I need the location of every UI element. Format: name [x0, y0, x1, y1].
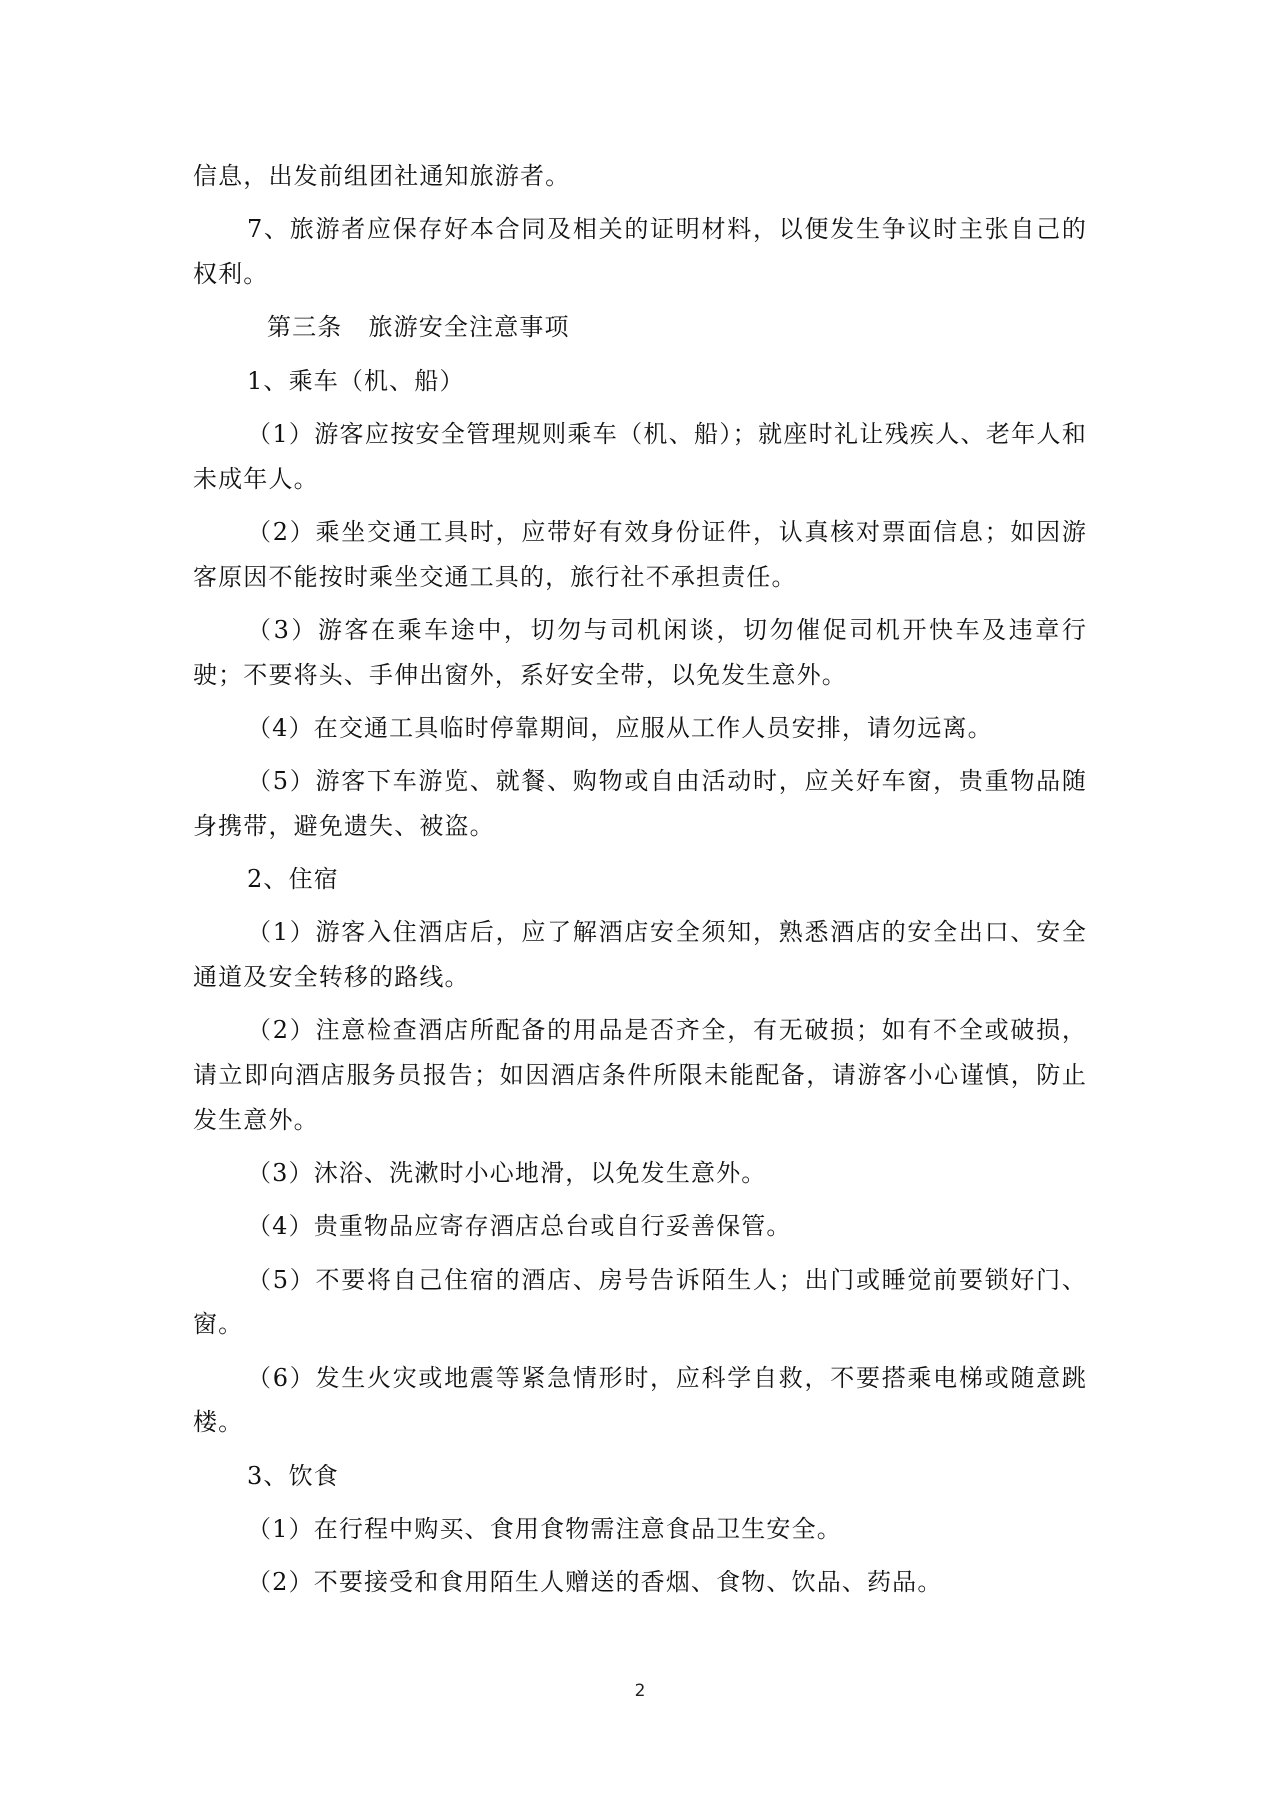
section-title: 旅游安全注意事项 [368, 313, 570, 342]
paragraph-continued: 信息，出发前组团社通知旅游者。 [193, 162, 571, 190]
accommodation-item-5: （5）不要将自己住宿的酒店、房号告诉陌生人；出门或睡觉前要锁好门、窗。 [193, 1265, 1087, 1339]
accommodation-item-4: （4）贵重物品应寄存酒店总台或自行妥善保管。 [247, 1212, 792, 1241]
subsection-transport: 1、乘车（机、船） [247, 366, 465, 395]
section-heading [193, 305, 1087, 350]
transport-item-5: （5）游客下车游览、就餐、购物或自由活动时，应关好车窗，贵重物品随身携带，避免遗失、被盗。 [193, 767, 1087, 840]
dining-item-1: （1）在行程中购买、食用食物需注意食品卫生安全。 [247, 1515, 842, 1544]
accommodation-item-3: （3）沐浴、洗漱时小心地滑，以免发生意外。 [247, 1159, 767, 1188]
accommodation-item-6: （6）发生火灾或地震等紧急情形时，应科学自救，不要搭乘电梯或随意跳楼。 [193, 1363, 1087, 1437]
section-number: 第三条 [267, 313, 343, 342]
clause-7: 7、旅游者应保存好本合同及相关的证明材料，以便发生争议时主张自己的权利。 [193, 215, 1087, 288]
transport-item-2: （2）乘坐交通工具时，应带好有效身份证件，认真核对票面信息；如因游客原因不能按时乘坐交通工具的，旅行社不承担责任。 [193, 517, 1087, 591]
transport-item-3: （3）游客在乘车途中，切勿与司机闲谈，切勿催促司机开快车及违章行驶；不要将头、手伸出窗外，系好安全带，以免发生意外。 [193, 615, 1087, 689]
transport-item-1: （1）游客应按安全管理规则乘车（机、船）；就座时礼让残疾人、老年人和未成年人。 [193, 419, 1087, 493]
subsection-dining: 3、饮食 [247, 1461, 339, 1490]
page-number: 2 [634, 1681, 646, 1701]
transport-item-4: （4）在交通工具临时停靠期间，应服从工作人员安排，请勿远离。 [247, 713, 993, 742]
accommodation-item-1: （1）游客入住酒店后，应了解酒店安全须知，熟悉酒店的安全出口、安全通道及安全转移的路线。 [193, 918, 1087, 992]
accommodation-item-2: （2）注意检查酒店所配备的用品是否齐全，有无破损；如有不全或破损，请立即向酒店服务员报告；如因酒店条件所限未能配备，请游客小心谨慎，防止发生意外。 [193, 1016, 1087, 1134]
subsection-accommodation: 2、住宿 [247, 865, 339, 894]
document-body [193, 154, 1087, 1614]
dining-item-2: （2）不要接受和食用陌生人赠送的香烟、食物、饮品、药品。 [247, 1568, 943, 1597]
